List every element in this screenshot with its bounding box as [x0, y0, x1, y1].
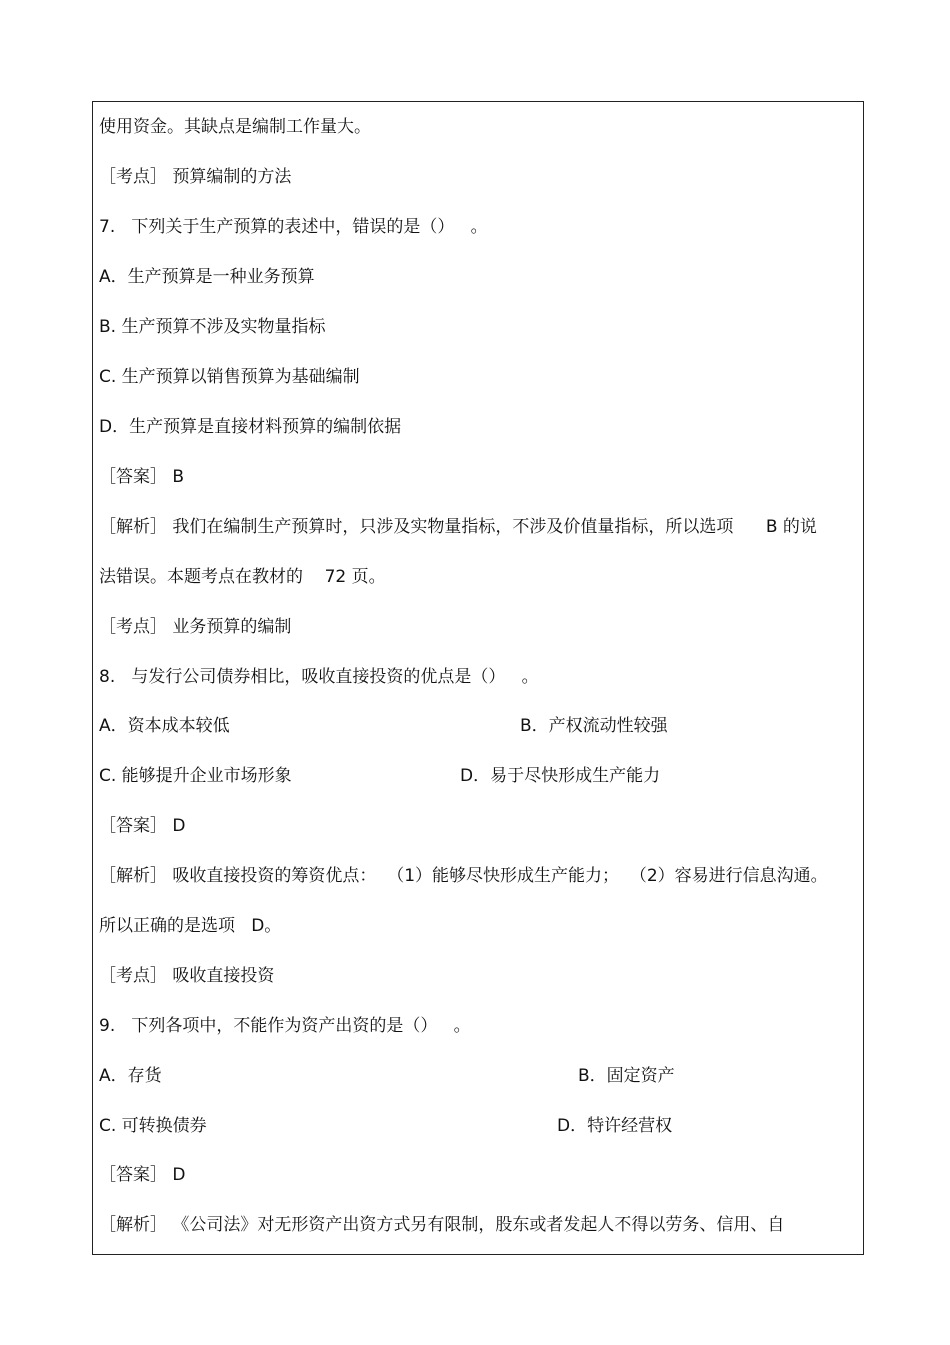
q7-analysis: ［解析］ 我们在编制生产预算时，只涉及实物量指标，不涉及价值量指标，所以选项 B 的说 — [99, 517, 817, 537]
q8-analysis: ［解析］ 吸收直接投资的筹资优点： （1）能够尽快形成生产能力； （2）容易进行信息沟通。 — [99, 866, 828, 886]
q7-option-a: A．生产预算是一种业务预算 — [99, 267, 315, 287]
q8-option-b: B．产权流动性较强 — [520, 716, 668, 736]
q7-option-d: D．生产预算是直接材料预算的编制依据 — [99, 417, 402, 437]
q8-option-a: A．资本成本较低 — [99, 716, 230, 736]
q9-option-c: C. 可转换债券 — [99, 1116, 207, 1136]
q7-answer: ［答案］ B — [99, 467, 185, 487]
q8-topic: ［考点］ 吸收直接投资 — [99, 966, 275, 986]
q9-option-a: A．存货 — [99, 1066, 162, 1086]
q9-analysis: ［解析］ 《公司法》对无形资产出资方式另有限制，股东或者发起人不得以劳务、信用、自 — [99, 1215, 785, 1235]
q9-option-b: B．固定资产 — [578, 1066, 675, 1086]
q7-analysis-cont: 法错误。本题考点在教材的 72 页。 — [99, 567, 386, 587]
q9-answer: ［答案］ D — [99, 1165, 186, 1185]
q9-option-d: D．特许经营权 — [557, 1116, 673, 1136]
q8-answer: ［答案］ D — [99, 816, 186, 836]
q7-option-b: B. 生产预算不涉及实物量指标 — [99, 317, 326, 337]
q8-analysis-cont: 所以正确的是选项 D。 — [99, 916, 282, 936]
q8-option-c: C. 能够提升企业市场形象 — [99, 766, 292, 786]
question-7: 7. 下列关于生产预算的表述中，错误的是（） 。 — [99, 217, 488, 237]
topic-line: ［考点］ 预算编制的方法 — [99, 167, 292, 187]
q7-option-c: C. 生产预算以销售预算为基础编制 — [99, 367, 360, 387]
q8-option-d: D．易于尽快形成生产能力 — [460, 766, 661, 786]
question-9: 9. 下列各项中，不能作为资产出资的是（） 。 — [99, 1016, 471, 1036]
text-line: 使用资金。其缺点是编制工作量大。 — [99, 117, 371, 137]
question-8: 8. 与发行公司债券相比，吸收直接投资的优点是（） 。 — [99, 667, 539, 687]
q7-topic: ［考点］ 业务预算的编制 — [99, 617, 292, 637]
